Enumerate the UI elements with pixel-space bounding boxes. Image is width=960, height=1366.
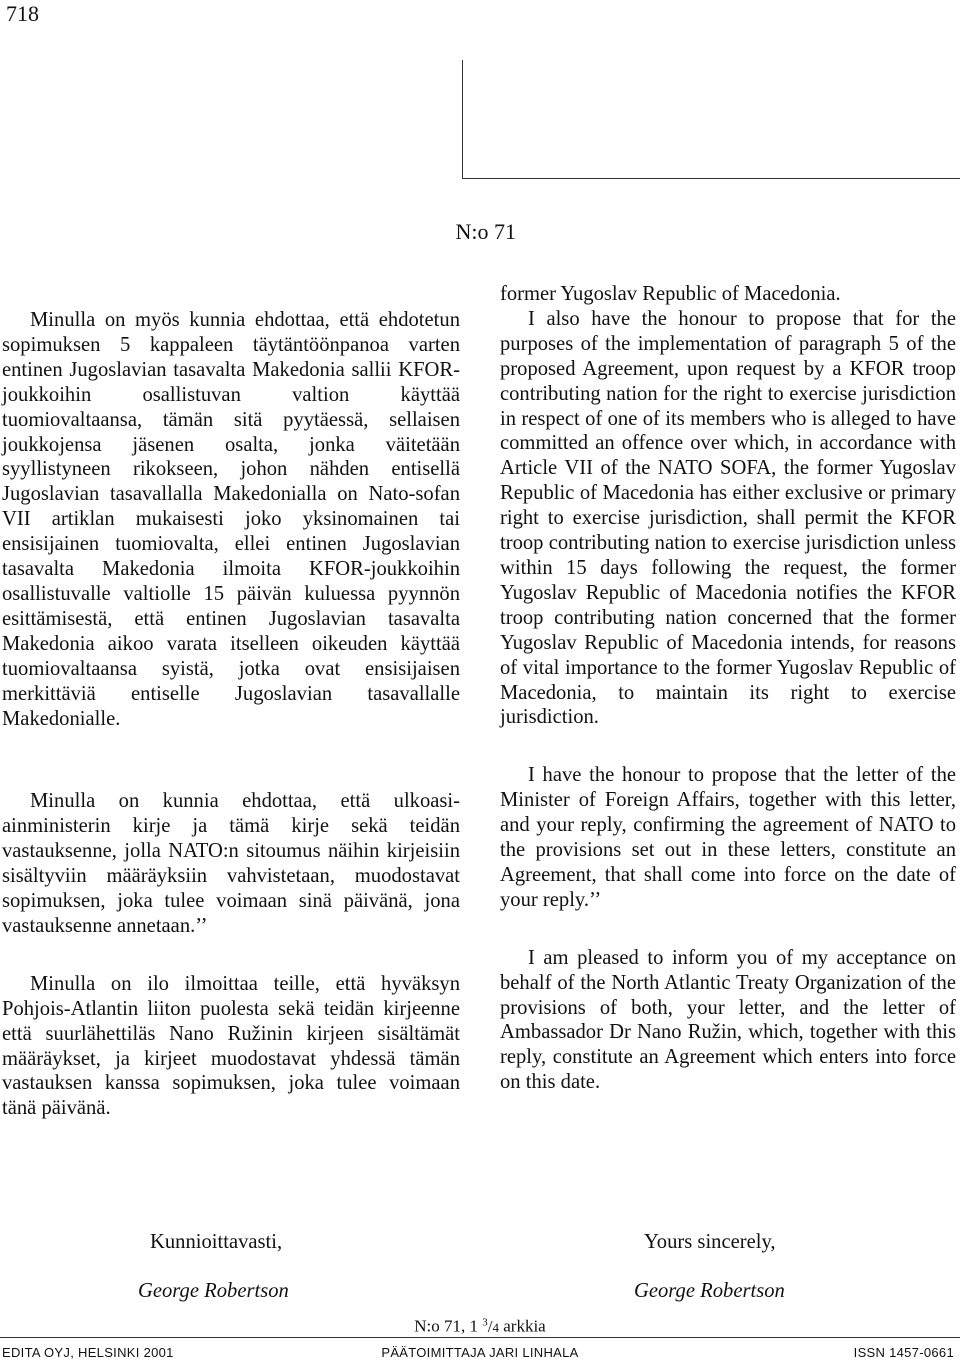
document-reference: N:o 71 (455, 219, 516, 244)
finnish-column (2, 308, 460, 1121)
finnish-paragraph-3: Minulla on ilo ilmoittaa teille, että hyväksyn Pohjois-Atlantin liiton puolesta sekä teidän kirjeenne että suurlähettiläs Nano Ružinin kirjeen sisältämät määräykset, ja kirjeet muodostavat yhdessä tämän vastauksen kanssa sopimuksen, joka tulee voimaan tänä päivänä. (2, 972, 460, 1120)
english-paragraph-3: I am pleased to inform you of my acceptance on behalf of the North Atlantic Treaty Organization of the provisions of both, your letter, and the letter of Ambassador Dr Nano Ružin, which, together with this reply, constitute an Agreement which enters into force on this date. (500, 946, 956, 1094)
finnish-paragraph-2: Minulla on kunnia ehdottaa, että ulkoasiainministerin kirje ja tämä kirje sekä teidän vastauksenne, jolla NATO:n sitoumus näihin kirjeisiin sisältyviin määräyksiin vahvistetaan, muodostavat sopimuksen, joka tulee voimaan sinä päivänä, jona vastauksenne annetaan.’’ (2, 790, 460, 937)
sheet-note-fraction: $^3$/4 (482, 1316, 499, 1336)
sheet-note-suffix: arkkia (503, 1316, 546, 1336)
fraction-numerator: 3 (482, 1316, 488, 1328)
footer-issn: ISSN 1457-0661 (853, 1345, 954, 1360)
corner-mark-vertical (462, 60, 463, 178)
finnish-paragraph-1: Minulla on myös kunnia ehdottaa, että ehdotetun sopimuksen 5 kappaleen täytäntöönpanoa varten entinen Jugoslavian tasavalta Makedonia sallii KFOR-joukkoihin osallistuvan valtion käyttää tuomiovaltaansa, tämän sitä pyytäessä, sellaisen joukkojensa jäsenen osalta, jonka väitetään syyllistyneen rikokseen, johon nähden entisellä Jugoslavian tasavallalla Makedonialla on Nato-sofan VII artiklan mukaisesti joko yksinomainen tai ensisijainen tuomiovalta, ellei entinen Jugoslavian tasavalta Makedonia ilmoita KFOR-joukkoihin osallistuvalle valtiolle 15 päivän kuluessa pyynnön esittämisestä, että entinen Jugoslavian tasavalta Makedonia aikoo varata itselleen oikeuden käyttää tuomiovaltaansa syistä, jotka ovat ensisijaisen merkittäviä entiselle Jugoslavian tasavallalle Makedonialle. (2, 309, 460, 730)
english-paragraph-2: I have the honour to propose that the letter of the Minister of Foreign Affairs, together with this letter, and your reply, confirming the agreement of NATO to the provisions set out in these letters, constitute an Agreement, that shall come into force on the date of your reply.’’ (500, 764, 956, 911)
sheet-count-note (0, 1311, 960, 1339)
finnish-signature: George Robertson (138, 1280, 289, 1302)
page-number: 718 (6, 1, 39, 26)
footer-editor: PÄÄTOIMITTAJA JARI LINHALA (381, 1345, 579, 1360)
sheet-note-prefix: N:o 71, 1 (414, 1316, 479, 1336)
corner-mark-horizontal (462, 178, 960, 179)
english-signature: George Robertson (634, 1280, 785, 1302)
footer-rule (0, 1337, 960, 1338)
footer-publisher: EDITA OYJ, HELSINKI 2001 (2, 1345, 174, 1360)
english-column (500, 282, 956, 1128)
fraction-denominator: 4 (492, 1319, 499, 1335)
finnish-closing: Kunnioittavasti, (150, 1231, 283, 1253)
english-paragraph-0: former Yugoslav Republic of Macedonia. (500, 283, 841, 305)
english-closing: Yours sincerely, (644, 1231, 776, 1253)
english-paragraph-1: I also have the honour to propose that for the purposes of the implementation of paragraph 5 of the proposed Agreement, upon request by a KFOR troop contributing nation for the right to exercise jurisdiction in respect of one of its members who is alleged to have committed an offence over which, in accordance with Article VII of the NATO SOFA, the former Yugoslav Republic of Macedonia has either exclusive or primary right to exercise jurisdiction, shall permit the KFOR troop contributing nation to exercise jurisdiction unless within 15 days following the request, the former Yugoslav Republic of Macedonia notifies the KFOR troop contributing nation concerned that the former Yugoslav Republic of Macedonia intends, for reasons of vital importance to the former Yugoslav Republic of Macedonia, to maintain its right to exercise jurisdiction. (500, 307, 956, 729)
